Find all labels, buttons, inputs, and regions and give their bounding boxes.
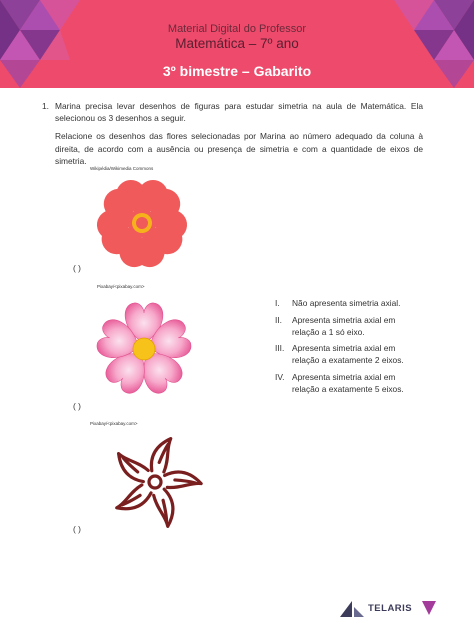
- question-block: [42, 100, 423, 167]
- option-i: [275, 298, 425, 310]
- question-paragraph-2: Relacione os desenhos das flores selecionadas por Marina ao número adequado da coluna à direita, de acordo com a ausência ou presença de simetria e com a quantidade de eixos de simetria.: [55, 131, 423, 166]
- option-ii: [275, 315, 425, 339]
- outline-star-flower-icon: [100, 432, 210, 528]
- option-number: III.: [275, 343, 285, 354]
- options-list: [275, 298, 425, 400]
- option-iii: [275, 343, 425, 367]
- header-section: 3º bimestre – Gabarito: [162, 63, 312, 79]
- footer-logo-text: TELARIS: [368, 603, 413, 614]
- pink-heart-petal-flower-icon: [90, 297, 198, 399]
- option-number: II.: [275, 314, 282, 325]
- red-five-petal-flower-icon: [86, 174, 198, 268]
- option-iv: [275, 372, 425, 396]
- header-banner: [0, 0, 474, 88]
- option-text: Apresenta simetria axial em relação a exatamente 2 eixos.: [292, 343, 404, 366]
- question-paragraph-1: Marina precisa levar desenhos de figuras para estudar simetria na aula de Matemática. Ela selecionou os 3 desenhos a seguir.: [55, 101, 423, 124]
- figure-1-answer-box[interactable]: ( ): [73, 263, 81, 273]
- option-number: IV.: [275, 371, 285, 382]
- header-subtitle: Material Digital do Professor: [167, 23, 307, 35]
- option-text: Apresenta simetria axial em relação a 1 só eixo.: [292, 314, 396, 337]
- option-number: I.: [275, 298, 280, 308]
- figure-2-answer-box[interactable]: ( ): [73, 401, 81, 411]
- figure-2-credit: Pixabay/<pixabay.com>: [97, 284, 145, 289]
- figure-3-credit: Pixabay/<pixabay.com>: [90, 421, 138, 426]
- header-title: Matemática – 7º ano: [175, 36, 299, 51]
- question-number: 1.: [42, 101, 49, 111]
- figure-1-credit: Wikipédia/Wikimedia Commons: [90, 166, 154, 171]
- option-text: Apresenta simetria axial em relação a exatamente 5 eixos.: [292, 371, 404, 394]
- figure-3-answer-box[interactable]: ( ): [73, 524, 81, 534]
- option-text: Não apresenta simetria axial.: [292, 298, 401, 308]
